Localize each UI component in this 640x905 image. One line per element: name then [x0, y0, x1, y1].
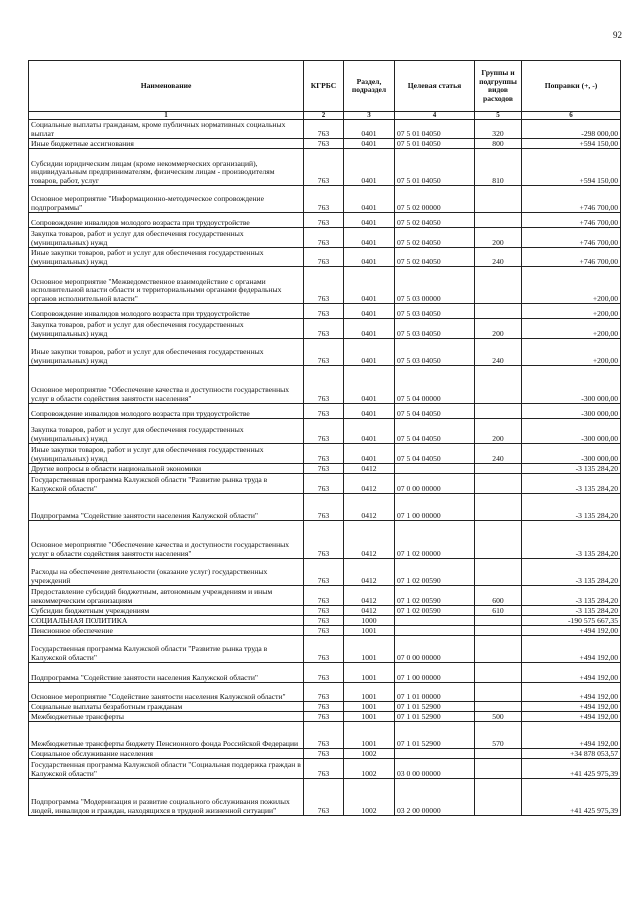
table-row [29, 626, 621, 636]
row-amount: -3 135 284,20 [522, 606, 621, 616]
row-group [475, 304, 522, 319]
row-kgrbs: 763 [304, 494, 344, 521]
row-amount: +200,00 [522, 304, 621, 319]
row-section: 1001 [344, 712, 395, 722]
row-name: Иные закупки товаров, работ и услуг для обеспечения государственных (муниципальных) нужд [29, 444, 304, 464]
table-row [29, 213, 621, 228]
row-target: 07 1 00 00000 [395, 494, 475, 521]
row-section: 0412 [344, 586, 395, 606]
column-number: 3 [344, 112, 395, 120]
row-section: 0412 [344, 606, 395, 616]
row-section: 1000 [344, 616, 395, 626]
row-kgrbs: 763 [304, 319, 344, 339]
row-target: 07 1 01 52900 [395, 722, 475, 749]
row-section: 1002 [344, 779, 395, 816]
row-section: 0401 [344, 366, 395, 404]
row-group [475, 779, 522, 816]
table-row [29, 683, 621, 702]
row-section: 1001 [344, 636, 395, 663]
table-row [29, 339, 621, 366]
row-group: 320 [475, 120, 522, 139]
row-kgrbs: 763 [304, 464, 344, 474]
row-amount: -300 000,00 [522, 366, 621, 404]
row-section: 0401 [344, 149, 395, 186]
row-kgrbs: 763 [304, 616, 344, 626]
row-target: 07 1 02 00000 [395, 521, 475, 559]
row-amount: +494 192,00 [522, 636, 621, 663]
table-row [29, 444, 621, 464]
row-amount: -3 135 284,20 [522, 559, 621, 586]
row-amount: +41 425 975,39 [522, 759, 621, 779]
row-amount: -3 135 284,20 [522, 586, 621, 606]
row-name: Сопровождение инвалидов молодого возраста при трудоустройстве [29, 304, 304, 319]
row-target: 07 5 01 04050 [395, 139, 475, 149]
row-group [475, 366, 522, 404]
row-kgrbs: 763 [304, 586, 344, 606]
row-group [475, 749, 522, 759]
row-target [395, 749, 475, 759]
row-group [475, 521, 522, 559]
row-name: Основное мероприятие "Информационно-методическое сопровождение подпрограммы" [29, 186, 304, 213]
row-target: 07 1 00 00000 [395, 663, 475, 683]
row-target: 07 5 01 04050 [395, 149, 475, 186]
row-kgrbs: 763 [304, 559, 344, 586]
table-row [29, 521, 621, 559]
row-name: Социальные выплаты безработным гражданам [29, 702, 304, 712]
row-name: Подпрограмма "Модернизация и развитие социального обслуживания пожилых людей, инвалидов и граждан, находящихся в трудной жизненной ситуации" [29, 779, 304, 816]
row-name: Подпрограмма "Содействие занятости населения Калужской области" [29, 494, 304, 521]
row-amount: -3 135 284,20 [522, 474, 621, 494]
row-section: 0401 [344, 319, 395, 339]
table-row [29, 474, 621, 494]
row-group: 240 [475, 444, 522, 464]
column-number: 2 [304, 112, 344, 120]
row-group: 240 [475, 339, 522, 366]
table-row [29, 722, 621, 749]
row-target: 07 5 04 04050 [395, 404, 475, 419]
row-target: 03 2 00 00000 [395, 779, 475, 816]
column-number: 5 [475, 112, 522, 120]
table-row [29, 419, 621, 444]
page-number: 92 [613, 30, 622, 40]
row-section: 0401 [344, 267, 395, 304]
column-number: 6 [522, 112, 621, 120]
row-section: 0412 [344, 464, 395, 474]
row-amount: -190 575 667,35 [522, 616, 621, 626]
table-row [29, 702, 621, 712]
row-section: 0401 [344, 404, 395, 419]
row-kgrbs: 763 [304, 228, 344, 248]
header-group: Группы и подгруппы видов расходов [475, 61, 522, 112]
row-amount: +41 425 975,39 [522, 779, 621, 816]
row-amount: -3 135 284,20 [522, 521, 621, 559]
row-name: Подпрограмма "Содействие занятости населения Калужской области" [29, 663, 304, 683]
row-amount: +494 192,00 [522, 722, 621, 749]
row-group: 200 [475, 419, 522, 444]
row-section: 0412 [344, 559, 395, 586]
row-group [475, 559, 522, 586]
header-kgrbs: КГРБС [304, 61, 344, 112]
header-section: Раздел, подраздел [344, 61, 395, 112]
row-kgrbs: 763 [304, 712, 344, 722]
row-section: 0401 [344, 139, 395, 149]
table-row [29, 186, 621, 213]
row-kgrbs: 763 [304, 702, 344, 712]
row-section: 1001 [344, 722, 395, 749]
table-row [29, 636, 621, 663]
row-target: 07 5 02 04050 [395, 213, 475, 228]
row-group: 570 [475, 722, 522, 749]
row-kgrbs: 763 [304, 636, 344, 663]
row-amount: +746 700,00 [522, 248, 621, 267]
header-name: Наименование [29, 61, 304, 112]
table-row [29, 319, 621, 339]
row-name: Закупка товаров, работ и услуг для обеспечения государственных (муниципальных) нужд [29, 228, 304, 248]
row-name: Межбюджетные трансферты бюджету Пенсионного фонда Российской Федерации [29, 722, 304, 749]
header-row [29, 61, 621, 112]
row-amount: +746 700,00 [522, 213, 621, 228]
row-group [475, 404, 522, 419]
table-row [29, 779, 621, 816]
row-kgrbs: 763 [304, 474, 344, 494]
row-group [475, 474, 522, 494]
table-row [29, 712, 621, 722]
table-row [29, 366, 621, 404]
row-amount: +594 150,00 [522, 149, 621, 186]
table-row [29, 404, 621, 419]
row-name: Закупка товаров, работ и услуг для обеспечения государственных (муниципальных) нужд [29, 419, 304, 444]
row-name: Основное мероприятие "Обеспечение качества и доступности государственных услуг в области содействия занятости населения" [29, 521, 304, 559]
row-target: 07 5 03 04050 [395, 304, 475, 319]
row-section: 1002 [344, 759, 395, 779]
row-amount: +494 192,00 [522, 626, 621, 636]
row-kgrbs: 763 [304, 139, 344, 149]
row-group [475, 663, 522, 683]
row-amount: +200,00 [522, 319, 621, 339]
row-section: 0412 [344, 521, 395, 559]
row-name: Основное мероприятие "Обеспечение качества и доступности государственных услуг в области содействия занятости населения" [29, 366, 304, 404]
row-kgrbs: 763 [304, 722, 344, 749]
table-row [29, 464, 621, 474]
row-group [475, 759, 522, 779]
row-section: 0401 [344, 419, 395, 444]
row-group [475, 683, 522, 702]
row-name: Другие вопросы в области национальной экономики [29, 464, 304, 474]
row-name: Межбюджетные трансферты [29, 712, 304, 722]
table-row [29, 248, 621, 267]
row-name: Субсидии бюджетным учреждениям [29, 606, 304, 616]
row-amount: +200,00 [522, 339, 621, 366]
row-name: Сопровождение инвалидов молодого возраста при трудоустройстве [29, 404, 304, 419]
table-row [29, 663, 621, 683]
row-name: Социальные выплаты гражданам, кроме публичных нормативных социальных выплат [29, 120, 304, 139]
row-target: 07 1 01 00000 [395, 683, 475, 702]
row-amount: +594 150,00 [522, 139, 621, 149]
row-amount: +494 192,00 [522, 712, 621, 722]
row-target: 07 5 03 04050 [395, 319, 475, 339]
row-kgrbs: 763 [304, 366, 344, 404]
row-section: 0401 [344, 120, 395, 139]
row-amount: +746 700,00 [522, 186, 621, 213]
row-target: 03 0 00 00000 [395, 759, 475, 779]
row-section: 1001 [344, 626, 395, 636]
row-group [475, 464, 522, 474]
row-amount: +34 878 053,57 [522, 749, 621, 759]
row-kgrbs: 763 [304, 304, 344, 319]
row-section: 0401 [344, 186, 395, 213]
table-row [29, 759, 621, 779]
row-group [475, 494, 522, 521]
row-amount: +494 192,00 [522, 663, 621, 683]
row-target: 07 1 02 00590 [395, 559, 475, 586]
row-group: 240 [475, 248, 522, 267]
row-target: 07 0 00 00000 [395, 636, 475, 663]
row-target: 07 1 01 52900 [395, 712, 475, 722]
row-kgrbs: 763 [304, 779, 344, 816]
row-amount: -3 135 284,20 [522, 494, 621, 521]
table-row [29, 149, 621, 186]
row-name: Иные закупки товаров, работ и услуг для обеспечения государственных (муниципальных) нужд [29, 339, 304, 366]
row-kgrbs: 763 [304, 149, 344, 186]
row-name: Иные бюджетные ассигнования [29, 139, 304, 149]
row-name: Сопровождение инвалидов молодого возраста при трудоустройстве [29, 213, 304, 228]
table-row [29, 616, 621, 626]
row-section: 1002 [344, 749, 395, 759]
row-section: 0401 [344, 248, 395, 267]
table-row [29, 228, 621, 248]
header-target: Целевая статья [395, 61, 475, 112]
row-group [475, 267, 522, 304]
column-number: 4 [395, 112, 475, 120]
row-target: 07 5 02 00000 [395, 186, 475, 213]
row-amount: +746 700,00 [522, 228, 621, 248]
table-row [29, 606, 621, 616]
row-name: Основное мероприятие "Межведомственное взаимодействие с органами исполнительной власти области и территориальными органами федеральных органов исполнительной власти" [29, 267, 304, 304]
table-row [29, 267, 621, 304]
table-row [29, 749, 621, 759]
row-group: 200 [475, 319, 522, 339]
table-body [29, 120, 621, 816]
row-name: Государственная программа Калужской области "Социальная поддержка граждан в Калужской области" [29, 759, 304, 779]
row-group [475, 636, 522, 663]
row-target [395, 626, 475, 636]
row-group: 610 [475, 606, 522, 616]
row-section: 0401 [344, 213, 395, 228]
row-target: 07 5 02 04050 [395, 228, 475, 248]
row-target: 07 5 01 04050 [395, 120, 475, 139]
row-kgrbs: 763 [304, 404, 344, 419]
table-row [29, 586, 621, 606]
row-kgrbs: 763 [304, 248, 344, 267]
row-group: 810 [475, 149, 522, 186]
row-name: Государственная программа Калужской области "Развитие рынка труда в Калужской области" [29, 474, 304, 494]
row-target: 07 5 02 04050 [395, 248, 475, 267]
column-number-row [29, 112, 621, 120]
row-kgrbs: 763 [304, 120, 344, 139]
row-group: 200 [475, 228, 522, 248]
row-section: 1001 [344, 663, 395, 683]
row-kgrbs: 763 [304, 419, 344, 444]
row-section: 0401 [344, 228, 395, 248]
row-name: Пенсионное обеспечение [29, 626, 304, 636]
row-target: 07 5 04 04050 [395, 419, 475, 444]
row-amount: +200,00 [522, 267, 621, 304]
row-target: 07 1 01 52900 [395, 702, 475, 712]
row-target: 07 5 04 00000 [395, 366, 475, 404]
table-row [29, 494, 621, 521]
row-target [395, 464, 475, 474]
row-kgrbs: 763 [304, 186, 344, 213]
row-group [475, 702, 522, 712]
row-kgrbs: 763 [304, 267, 344, 304]
row-kgrbs: 763 [304, 606, 344, 616]
row-name: Государственная программа Калужской области "Развитие рынка труда в Калужской области" [29, 636, 304, 663]
row-target: 07 5 04 04050 [395, 444, 475, 464]
row-kgrbs: 763 [304, 626, 344, 636]
row-name: Предоставление субсидий бюджетным, автономным учреждениям и иным некоммерческим организациям [29, 586, 304, 606]
row-group [475, 616, 522, 626]
row-section: 0401 [344, 339, 395, 366]
row-amount: -300 000,00 [522, 419, 621, 444]
row-kgrbs: 763 [304, 339, 344, 366]
row-kgrbs: 763 [304, 444, 344, 464]
row-kgrbs: 763 [304, 749, 344, 759]
row-name: Основное мероприятие "Содействие занятости населения Калужской области" [29, 683, 304, 702]
row-amount: -298 000,00 [522, 120, 621, 139]
table-row [29, 304, 621, 319]
row-name: Социальное обслуживание населения [29, 749, 304, 759]
column-number: 1 [29, 112, 304, 120]
row-target [395, 616, 475, 626]
row-group [475, 213, 522, 228]
row-name: Иные закупки товаров, работ и услуг для обеспечения государственных (муниципальных) нужд [29, 248, 304, 267]
row-target: 07 1 02 00590 [395, 586, 475, 606]
row-name: Расходы на обеспечение деятельности (оказание услуг) государственных учреждений [29, 559, 304, 586]
row-name: СОЦИАЛЬНАЯ ПОЛИТИКА [29, 616, 304, 626]
row-amount: -300 000,00 [522, 404, 621, 419]
row-group: 800 [475, 139, 522, 149]
row-amount: -300 000,00 [522, 444, 621, 464]
row-section: 0412 [344, 474, 395, 494]
row-group: 500 [475, 712, 522, 722]
row-target: 07 5 03 00000 [395, 267, 475, 304]
row-group [475, 626, 522, 636]
row-amount: -3 135 284,20 [522, 464, 621, 474]
row-section: 1001 [344, 683, 395, 702]
budget-table [28, 60, 621, 816]
row-kgrbs: 763 [304, 663, 344, 683]
header-amendment: Поправки (+, -) [522, 61, 621, 112]
row-kgrbs: 763 [304, 521, 344, 559]
row-kgrbs: 763 [304, 759, 344, 779]
row-section: 1001 [344, 702, 395, 712]
row-kgrbs: 763 [304, 213, 344, 228]
row-kgrbs: 763 [304, 683, 344, 702]
row-amount: +494 192,00 [522, 702, 621, 712]
row-section: 0401 [344, 304, 395, 319]
table-row [29, 139, 621, 149]
row-target: 07 0 00 00000 [395, 474, 475, 494]
table-row [29, 559, 621, 586]
row-section: 0401 [344, 444, 395, 464]
row-section: 0412 [344, 494, 395, 521]
row-group: 600 [475, 586, 522, 606]
row-amount: +494 192,00 [522, 683, 621, 702]
row-name: Субсидии юридическим лицам (кроме некоммерческих организаций), индивидуальным предпринимателям, физическим лицам - производителям товаров, работ, услуг [29, 149, 304, 186]
row-target: 07 5 03 04050 [395, 339, 475, 366]
row-name: Закупка товаров, работ и услуг для обеспечения государственных (муниципальных) нужд [29, 319, 304, 339]
table-row [29, 120, 621, 139]
row-target: 07 1 02 00590 [395, 606, 475, 616]
row-group [475, 186, 522, 213]
